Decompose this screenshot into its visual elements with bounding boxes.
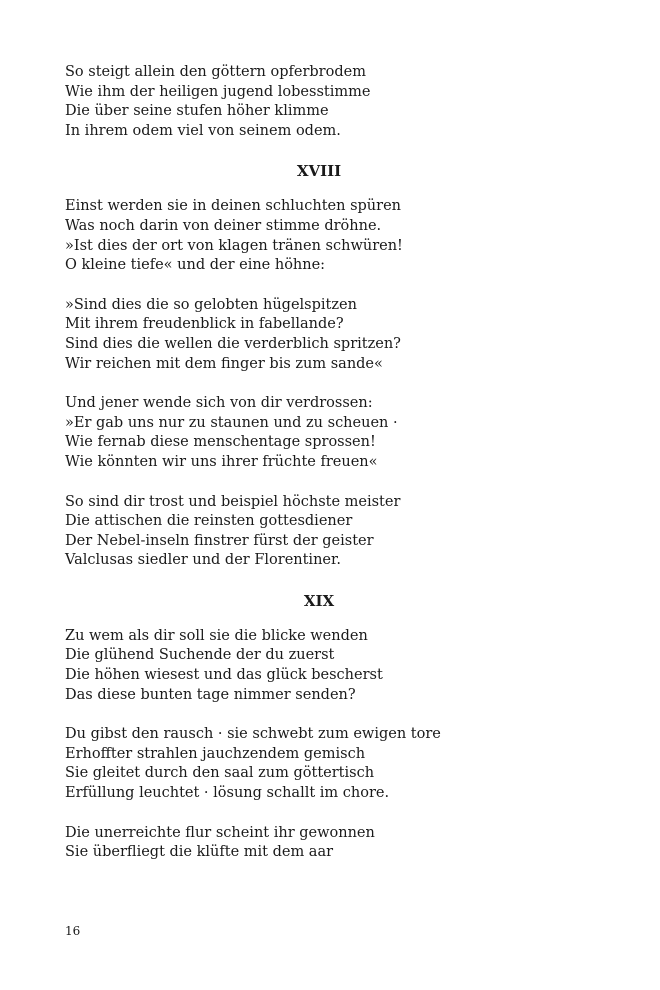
stanza xyxy=(65,627,585,705)
poem-line: Das diese bunten tage nimmer senden? xyxy=(65,686,356,703)
poem-line: Valclusas siedler und der Florentiner. xyxy=(65,552,341,569)
stanza xyxy=(65,725,585,803)
poem-line: Die unerreichte flur scheint ihr gewonnen xyxy=(65,824,375,841)
section-heading-xix: XIX xyxy=(303,591,335,610)
poem-line: Und jener wende sich von dir verdrossen: xyxy=(65,395,373,412)
poem-line: Die über seine stufen höher klimme xyxy=(65,103,329,120)
page-number: 16 xyxy=(65,924,81,938)
section-heading-xviii: XVIII xyxy=(296,162,342,181)
poem-line: Du gibst den rausch · sie schwebt zum ewigen tore xyxy=(65,726,441,743)
poem-line: Wie könnten wir uns ihrer früchte freuen« xyxy=(65,453,378,470)
poem-line: Sie überfliegt die klüfte mit dem aar xyxy=(65,844,334,861)
poem-line: Der Nebel-inseln finstrer fürst der geister xyxy=(65,532,374,549)
poem-line: Wie fernab diese menschentage sprossen! xyxy=(65,434,376,451)
poem-line: So sind dir trost und beispiel höchste meister xyxy=(65,493,401,510)
poem-line: Die glühend Suchende der du zuerst xyxy=(65,647,335,664)
stanza xyxy=(65,296,585,374)
stanza xyxy=(65,63,585,141)
poem-line: O kleine tiefe« und der eine höhne: xyxy=(65,257,326,274)
poem-line: Sind dies die wellen die verderblich spritzen? xyxy=(65,335,401,352)
poem-line: »Ist dies der ort von klagen tränen schwüren! xyxy=(65,237,403,254)
poem-line: Wir reichen mit dem finger bis zum sande« xyxy=(65,355,383,372)
poem-page xyxy=(65,63,585,883)
poem-line: »Sind dies die so gelobten hügelspitzen xyxy=(65,296,357,313)
poem-line: Was noch darin von deiner stimme dröhne. xyxy=(65,217,382,234)
poem-line: Die höhen wiesest und das glück bescherst xyxy=(65,667,383,684)
poem-line: In ihrem odem viel von seinem odem. xyxy=(65,122,341,139)
stanza xyxy=(65,824,585,863)
poem-line: Erhoffter strahlen jauchzendem gemisch xyxy=(65,745,366,762)
poem-line: »Er gab uns nur zu staunen und zu scheuen · xyxy=(65,414,398,431)
stanza xyxy=(65,394,585,472)
stanza xyxy=(65,197,585,275)
poem-line: Einst werden sie in deinen schluchten spüren xyxy=(65,198,401,215)
poem-line: Erfüllung leuchtet · lösung schallt im chore. xyxy=(65,785,390,802)
poem-line: Sie gleitet durch den saal zum göttertisch xyxy=(65,765,375,782)
stanza xyxy=(65,493,585,571)
poem-line: So steigt allein den göttern opferbrodem xyxy=(65,64,366,80)
poem-line: Die attischen die reinsten gottesdiener xyxy=(65,513,353,530)
poem-line: Wie ihm der heiligen jugend lobesstimme xyxy=(65,83,371,100)
poem-line: Mit ihrem freudenblick in fabellande? xyxy=(65,316,344,333)
poem-line: Zu wem als dir soll sie die blicke wenden xyxy=(65,627,368,644)
